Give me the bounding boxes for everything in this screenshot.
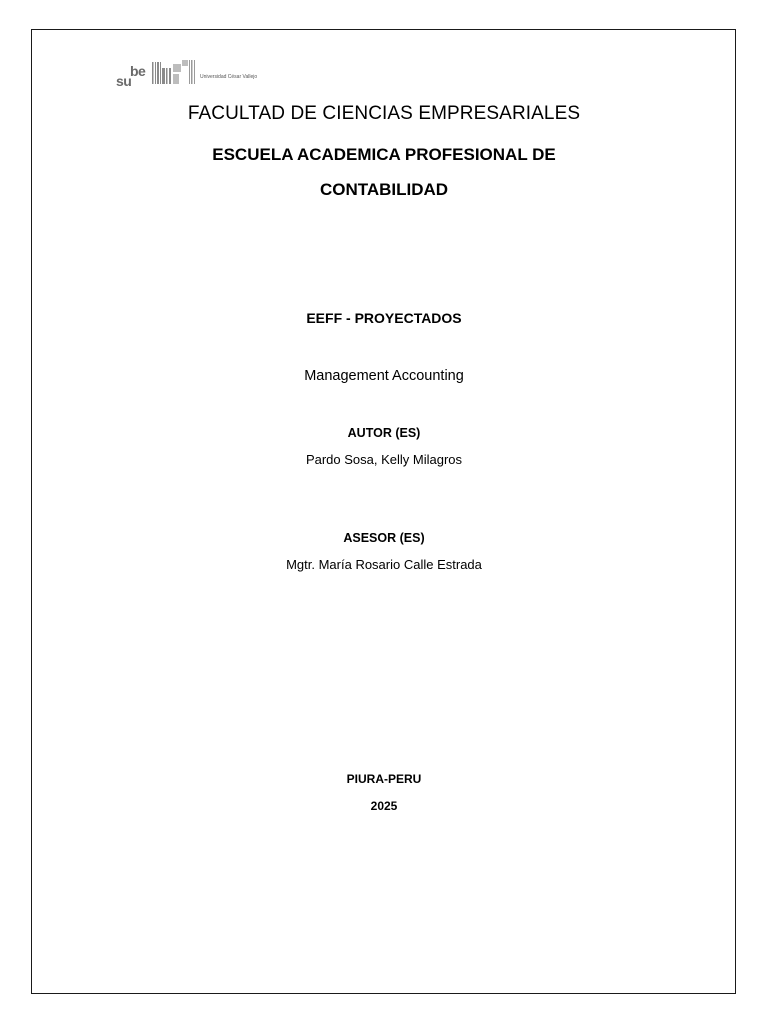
advisor-label: ASESOR (ES): [343, 531, 425, 545]
logo-be-text: be: [130, 63, 146, 79]
school-title-line2: CONTABILIDAD: [319, 180, 449, 199]
logo-institution-text: Universidad César Vallejo: [200, 74, 258, 80]
school-title-line1: ESCUELA ACADEMICA PROFESIONAL DE: [212, 145, 556, 164]
logo-su-text: su: [116, 73, 132, 89]
course-name: Management Accounting: [304, 368, 464, 384]
university-logo: [116, 60, 266, 88]
page-border: [31, 29, 736, 994]
document-title: EEFF - PROYECTADOS: [306, 310, 462, 326]
barcode-logo-icon: [152, 60, 198, 88]
faculty-title: FACULTAD DE CIENCIAS EMPRESARIALES: [187, 103, 581, 124]
author-name: Pardo Sosa, Kelly Milagros: [305, 452, 463, 467]
author-label: AUTOR (ES): [347, 426, 421, 440]
advisor-name: Mgtr. María Rosario Calle Estrada: [286, 557, 482, 572]
location-text: PIURA-PERU: [346, 772, 422, 786]
year-text: 2025: [370, 799, 398, 813]
